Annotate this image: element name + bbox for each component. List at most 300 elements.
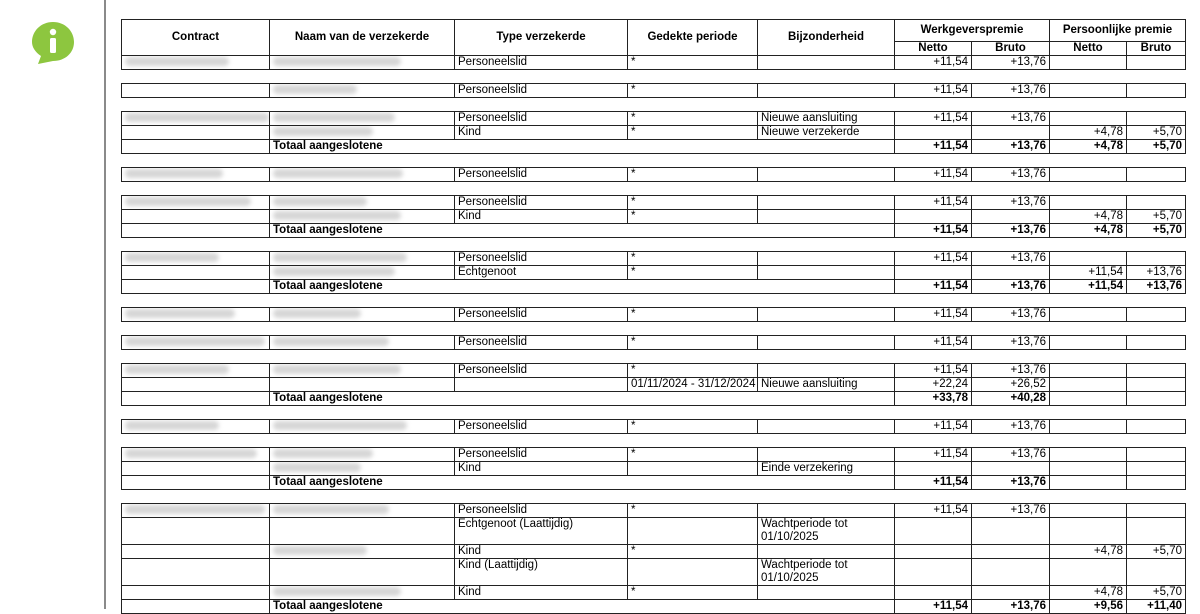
- werkgever-netto: [895, 210, 972, 224]
- contract-cell: [122, 266, 270, 280]
- periode-cell: [628, 518, 758, 545]
- bijzonderheid-cell: Nieuwe verzekerde: [758, 126, 895, 140]
- total-label: Totaal aangeslotene: [270, 280, 895, 294]
- bijzonderheid-cell: [758, 336, 895, 350]
- redacted-text: [125, 449, 257, 458]
- persoonlijk-netto: [1050, 462, 1127, 476]
- spacer-row: [122, 182, 1186, 196]
- naam-cell: [270, 266, 455, 280]
- total-row: [122, 224, 1186, 238]
- werkgever-netto: +11,54: [895, 336, 972, 350]
- persoonlijk-bruto: +5,70: [1127, 210, 1186, 224]
- persoonlijk-bruto: [1127, 168, 1186, 182]
- persoonlijk-bruto: [1127, 378, 1186, 392]
- type-cell: [455, 378, 628, 392]
- persoonlijk-netto: +4,78: [1050, 210, 1127, 224]
- werkgever-netto: +11,54: [895, 140, 972, 154]
- werkgever-bruto: +13,76: [972, 504, 1050, 518]
- type-cell: Personeelslid: [455, 336, 628, 350]
- werkgever-netto: [895, 462, 972, 476]
- naam-cell: [270, 210, 455, 224]
- table-row: [122, 266, 1186, 280]
- type-cell: Personeelslid: [455, 196, 628, 210]
- redacted-text: [273, 211, 401, 220]
- header-werkgeverspremie: Werkgeverspremie: [895, 20, 1050, 42]
- contract-cell: [122, 364, 270, 378]
- naam-cell: [270, 252, 455, 266]
- total-row: [122, 476, 1186, 490]
- werkgever-bruto: +13,76: [972, 112, 1050, 126]
- werkgever-bruto: +13,76: [972, 56, 1050, 70]
- werkgever-bruto: +13,76: [972, 420, 1050, 434]
- periode-cell: *: [628, 545, 758, 559]
- contract-cell: [122, 336, 270, 350]
- type-cell: Kind: [455, 126, 628, 140]
- persoonlijk-netto: [1050, 84, 1127, 98]
- persoonlijk-netto: +4,78: [1050, 224, 1127, 238]
- periode-cell: 01/11/2024 - 31/12/2024: [628, 378, 758, 392]
- total-label: Totaal aangeslotene: [270, 224, 895, 238]
- contract-cell: [122, 420, 270, 434]
- werkgever-netto: +11,54: [895, 56, 972, 70]
- redacted-text: [125, 421, 219, 430]
- periode-cell: *: [628, 196, 758, 210]
- werkgever-bruto: +13,76: [972, 476, 1050, 490]
- naam-cell: [270, 112, 455, 126]
- bijzonderheid-cell: [758, 210, 895, 224]
- table-row: [122, 518, 1186, 545]
- werkgever-netto: +22,24: [895, 378, 972, 392]
- type-cell: Personeelslid: [455, 448, 628, 462]
- werkgever-bruto: +13,76: [972, 308, 1050, 322]
- werkgever-netto: [895, 266, 972, 280]
- redacted-text: [273, 57, 401, 66]
- werkgever-bruto: +13,76: [972, 196, 1050, 210]
- bijzonderheid-cell: [758, 168, 895, 182]
- table-row: [122, 252, 1186, 266]
- naam-cell: [270, 308, 455, 322]
- werkgever-bruto: [972, 266, 1050, 280]
- naam-cell: [270, 545, 455, 559]
- redacted-text: [273, 197, 367, 206]
- table-row: [122, 56, 1186, 70]
- redacted-text: [273, 113, 395, 122]
- persoonlijk-netto: [1050, 559, 1127, 586]
- persoonlijk-bruto: [1127, 112, 1186, 126]
- werkgever-bruto: +13,76: [972, 84, 1050, 98]
- persoonlijk-bruto: [1127, 336, 1186, 350]
- naam-cell: [270, 196, 455, 210]
- bijzonderheid-cell: [758, 545, 895, 559]
- contract-cell: [122, 600, 270, 614]
- persoonlijk-bruto: [1127, 448, 1186, 462]
- table-row: [122, 586, 1186, 600]
- header-persoonlijk-bruto: Bruto: [1127, 42, 1186, 56]
- werkgever-bruto: +13,76: [972, 140, 1050, 154]
- type-cell: Echtgenoot (Laattijdig): [455, 518, 628, 545]
- persoonlijk-netto: [1050, 308, 1127, 322]
- periode-cell: [628, 559, 758, 586]
- periode-cell: *: [628, 420, 758, 434]
- table-row: [122, 308, 1186, 322]
- spacer-row: [122, 490, 1186, 504]
- persoonlijk-netto: [1050, 420, 1127, 434]
- werkgever-netto: +11,54: [895, 168, 972, 182]
- type-cell: Kind: [455, 462, 628, 476]
- redacted-text: [125, 365, 229, 374]
- contract-cell: [122, 280, 270, 294]
- periode-cell: *: [628, 168, 758, 182]
- werkgever-netto: +11,54: [895, 196, 972, 210]
- periode-cell: *: [628, 126, 758, 140]
- redacted-text: [273, 587, 401, 596]
- table-row: [122, 559, 1186, 586]
- redacted-text: [273, 337, 389, 346]
- total-row: [122, 600, 1186, 614]
- naam-cell: [270, 378, 455, 392]
- werkgever-netto: +11,54: [895, 448, 972, 462]
- contract-cell: [122, 224, 270, 238]
- werkgever-bruto: +13,76: [972, 600, 1050, 614]
- persoonlijk-bruto: [1127, 559, 1186, 586]
- werkgever-netto: +11,54: [895, 504, 972, 518]
- periode-cell: *: [628, 84, 758, 98]
- total-label: Totaal aangeslotene: [270, 600, 895, 614]
- werkgever-bruto: [972, 462, 1050, 476]
- table-row: [122, 84, 1186, 98]
- table-row: [122, 420, 1186, 434]
- werkgever-netto: [895, 586, 972, 600]
- total-label: Totaal aangeslotene: [270, 392, 895, 406]
- werkgever-bruto: +26,52: [972, 378, 1050, 392]
- werkgever-bruto: [972, 518, 1050, 545]
- persoonlijk-bruto: [1127, 308, 1186, 322]
- bijzonderheid-cell: [758, 196, 895, 210]
- total-row: [122, 392, 1186, 406]
- table-body: [122, 56, 1186, 614]
- periode-cell: *: [628, 210, 758, 224]
- persoonlijk-bruto: +5,70: [1127, 586, 1186, 600]
- total-label: Totaal aangeslotene: [270, 140, 895, 154]
- bijzonderheid-cell: Nieuwe aansluiting: [758, 112, 895, 126]
- contract-cell: [122, 392, 270, 406]
- redacted-text: [273, 169, 403, 178]
- bijzonderheid-cell: [758, 56, 895, 70]
- bijzonderheid-cell: [758, 504, 895, 518]
- persoonlijk-bruto: [1127, 392, 1186, 406]
- header-type: Type verzekerde: [455, 20, 628, 56]
- persoonlijk-netto: +4,78: [1050, 126, 1127, 140]
- redacted-text: [273, 309, 361, 318]
- header-werkgever-bruto: Bruto: [972, 42, 1050, 56]
- naam-cell: [270, 586, 455, 600]
- periode-cell: *: [628, 504, 758, 518]
- persoonlijk-bruto: [1127, 476, 1186, 490]
- contract-cell: [122, 252, 270, 266]
- spacer-row: [122, 350, 1186, 364]
- redacted-text: [273, 546, 367, 555]
- table-row: [122, 336, 1186, 350]
- spacer-row: [122, 70, 1186, 84]
- spacer-row: [122, 154, 1186, 168]
- type-cell: Kind: [455, 586, 628, 600]
- werkgever-netto: +11,54: [895, 84, 972, 98]
- werkgever-netto: +11,54: [895, 476, 972, 490]
- naam-cell: [270, 420, 455, 434]
- persoonlijk-bruto: [1127, 504, 1186, 518]
- header-werkgever-netto: Netto: [895, 42, 972, 56]
- werkgever-netto: [895, 518, 972, 545]
- type-cell: Kind: [455, 210, 628, 224]
- periode-cell: *: [628, 308, 758, 322]
- naam-cell: [270, 462, 455, 476]
- persoonlijk-netto: +11,54: [1050, 280, 1127, 294]
- contract-cell: [122, 210, 270, 224]
- type-cell: Personeelslid: [455, 112, 628, 126]
- bijzonderheid-cell: [758, 84, 895, 98]
- bijzonderheid-cell: [758, 364, 895, 378]
- periode-cell: *: [628, 112, 758, 126]
- table-row: [122, 378, 1186, 392]
- persoonlijk-netto: [1050, 504, 1127, 518]
- persoonlijk-netto: [1050, 168, 1127, 182]
- persoonlijk-bruto: [1127, 252, 1186, 266]
- type-cell: Personeelslid: [455, 56, 628, 70]
- werkgever-bruto: [972, 210, 1050, 224]
- periode-cell: *: [628, 56, 758, 70]
- premium-table: [121, 19, 1186, 614]
- contract-cell: [122, 448, 270, 462]
- spacer-row: [122, 98, 1186, 112]
- naam-cell: [270, 56, 455, 70]
- persoonlijk-bruto: [1127, 56, 1186, 70]
- persoonlijk-bruto: +5,70: [1127, 126, 1186, 140]
- werkgever-bruto: +13,76: [972, 364, 1050, 378]
- redacted-text: [273, 365, 401, 374]
- redacted-text: [125, 309, 235, 318]
- table-row: [122, 196, 1186, 210]
- redacted-text: [125, 253, 219, 262]
- contract-cell: [122, 140, 270, 154]
- periode-cell: *: [628, 252, 758, 266]
- werkgever-netto: [895, 126, 972, 140]
- persoonlijk-netto: +9,56: [1050, 600, 1127, 614]
- werkgever-netto: [895, 545, 972, 559]
- werkgever-netto: +11,54: [895, 252, 972, 266]
- werkgever-netto: +11,54: [895, 364, 972, 378]
- werkgever-bruto: [972, 545, 1050, 559]
- bijzonderheid-cell: [758, 266, 895, 280]
- type-cell: Echtgenoot: [455, 266, 628, 280]
- persoonlijk-netto: +11,54: [1050, 266, 1127, 280]
- type-cell: Personeelslid: [455, 252, 628, 266]
- persoonlijk-bruto: +13,76: [1127, 280, 1186, 294]
- werkgever-bruto: +13,76: [972, 280, 1050, 294]
- contract-cell: [122, 518, 270, 545]
- header-bijzonderheid: Bijzonderheid: [758, 20, 895, 56]
- persoonlijk-bruto: [1127, 364, 1186, 378]
- periode-cell: *: [628, 336, 758, 350]
- naam-cell: [270, 504, 455, 518]
- bijzonderheid-cell: Nieuwe aansluiting: [758, 378, 895, 392]
- persoonlijk-bruto: [1127, 462, 1186, 476]
- type-cell: Personeelslid: [455, 420, 628, 434]
- redacted-text: [273, 505, 389, 514]
- persoonlijk-netto: +4,78: [1050, 140, 1127, 154]
- type-cell: Personeelslid: [455, 84, 628, 98]
- header-contract: Contract: [122, 20, 270, 56]
- periode-cell: *: [628, 266, 758, 280]
- redacted-text: [125, 337, 265, 346]
- periode-cell: *: [628, 586, 758, 600]
- bijzonderheid-cell: [758, 420, 895, 434]
- persoonlijk-netto: [1050, 56, 1127, 70]
- bijzonderheid-cell: Einde verzekering: [758, 462, 895, 476]
- contract-cell: [122, 168, 270, 182]
- bijzonderheid-cell: [758, 448, 895, 462]
- table-row: [122, 364, 1186, 378]
- werkgever-netto: +33,78: [895, 392, 972, 406]
- persoonlijk-bruto: [1127, 196, 1186, 210]
- werkgever-bruto: +13,76: [972, 336, 1050, 350]
- total-row: [122, 280, 1186, 294]
- naam-cell: [270, 364, 455, 378]
- werkgever-bruto: [972, 126, 1050, 140]
- table-row: [122, 168, 1186, 182]
- naam-cell: [270, 559, 455, 586]
- persoonlijk-netto: [1050, 378, 1127, 392]
- left-pane: [0, 0, 104, 609]
- contract-cell: [122, 462, 270, 476]
- persoonlijk-bruto: +5,70: [1127, 224, 1186, 238]
- periode-cell: [628, 462, 758, 476]
- werkgever-netto: +11,54: [895, 600, 972, 614]
- contract-cell: [122, 196, 270, 210]
- total-row: [122, 140, 1186, 154]
- naam-cell: [270, 336, 455, 350]
- type-cell: Personeelslid: [455, 364, 628, 378]
- persoonlijk-netto: [1050, 364, 1127, 378]
- redacted-text: [273, 463, 361, 472]
- naam-cell: [270, 126, 455, 140]
- persoonlijk-bruto: +13,76: [1127, 266, 1186, 280]
- type-cell: Personeelslid: [455, 504, 628, 518]
- persoonlijk-bruto: +5,70: [1127, 140, 1186, 154]
- table-row: [122, 462, 1186, 476]
- naam-cell: [270, 448, 455, 462]
- contract-cell: [122, 56, 270, 70]
- redacted-text: [125, 57, 229, 66]
- contract-cell: [122, 504, 270, 518]
- contract-cell: [122, 586, 270, 600]
- naam-cell: [270, 84, 455, 98]
- werkgever-bruto: +13,76: [972, 224, 1050, 238]
- bijzonderheid-cell: Wachtperiode tot 01/10/2025: [758, 559, 895, 586]
- redacted-text: [273, 127, 373, 136]
- werkgever-bruto: +40,28: [972, 392, 1050, 406]
- contract-cell: [122, 559, 270, 586]
- periode-cell: *: [628, 364, 758, 378]
- werkgever-netto: +11,54: [895, 420, 972, 434]
- persoonlijk-netto: +4,78: [1050, 545, 1127, 559]
- table-row: [122, 210, 1186, 224]
- table-row: [122, 112, 1186, 126]
- werkgever-netto: +11,54: [895, 280, 972, 294]
- persoonlijk-netto: [1050, 196, 1127, 210]
- persoonlijk-netto: [1050, 336, 1127, 350]
- type-cell: Personeelslid: [455, 308, 628, 322]
- werkgever-bruto: [972, 559, 1050, 586]
- header-persoonlijke-premie: Persoonlijke premie: [1050, 20, 1186, 42]
- persoonlijk-netto: [1050, 476, 1127, 490]
- contract-cell: [122, 308, 270, 322]
- premium-report: [121, 19, 1188, 614]
- spacer-row: [122, 322, 1186, 336]
- redacted-text: [125, 169, 223, 178]
- contract-cell: [122, 378, 270, 392]
- persoonlijk-bruto: +11,40: [1127, 600, 1186, 614]
- table-row: [122, 126, 1186, 140]
- persoonlijk-netto: [1050, 448, 1127, 462]
- spacer-row: [122, 238, 1186, 252]
- bijzonderheid-cell: [758, 252, 895, 266]
- persoonlijk-netto: [1050, 252, 1127, 266]
- contract-cell: [122, 84, 270, 98]
- redacted-text: [273, 267, 395, 276]
- bijzonderheid-cell: [758, 586, 895, 600]
- persoonlijk-bruto: [1127, 420, 1186, 434]
- table-row: [122, 448, 1186, 462]
- header-naam: Naam van de verzekerde: [270, 20, 455, 56]
- pane-divider: [104, 0, 106, 609]
- werkgever-bruto: +13,76: [972, 252, 1050, 266]
- bijzonderheid-cell: [758, 308, 895, 322]
- table-row: [122, 545, 1186, 559]
- persoonlijk-bruto: [1127, 518, 1186, 545]
- type-cell: Personeelslid: [455, 168, 628, 182]
- werkgever-netto: +11,54: [895, 308, 972, 322]
- persoonlijk-bruto: [1127, 84, 1186, 98]
- werkgever-bruto: +13,76: [972, 168, 1050, 182]
- werkgever-netto: +11,54: [895, 224, 972, 238]
- persoonlijk-netto: [1050, 518, 1127, 545]
- contract-cell: [122, 545, 270, 559]
- persoonlijk-netto: [1050, 112, 1127, 126]
- contract-cell: [122, 476, 270, 490]
- contract-cell: [122, 112, 270, 126]
- spacer-row: [122, 294, 1186, 308]
- naam-cell: [270, 518, 455, 545]
- redacted-text: [273, 449, 373, 458]
- redacted-text: [125, 505, 265, 514]
- table-row: [122, 504, 1186, 518]
- werkgever-bruto: +13,76: [972, 448, 1050, 462]
- persoonlijk-bruto: +5,70: [1127, 545, 1186, 559]
- redacted-text: [273, 253, 407, 262]
- werkgever-netto: [895, 559, 972, 586]
- type-cell: Kind (Laattijdig): [455, 559, 628, 586]
- total-label: Totaal aangeslotene: [270, 476, 895, 490]
- header-periode: Gedekte periode: [628, 20, 758, 56]
- spacer-row: [122, 406, 1186, 420]
- werkgever-netto: +11,54: [895, 112, 972, 126]
- info-icon[interactable]: [30, 20, 76, 66]
- periode-cell: *: [628, 448, 758, 462]
- redacted-text: [273, 421, 407, 430]
- persoonlijk-netto: [1050, 392, 1127, 406]
- contract-cell: [122, 126, 270, 140]
- werkgever-bruto: [972, 586, 1050, 600]
